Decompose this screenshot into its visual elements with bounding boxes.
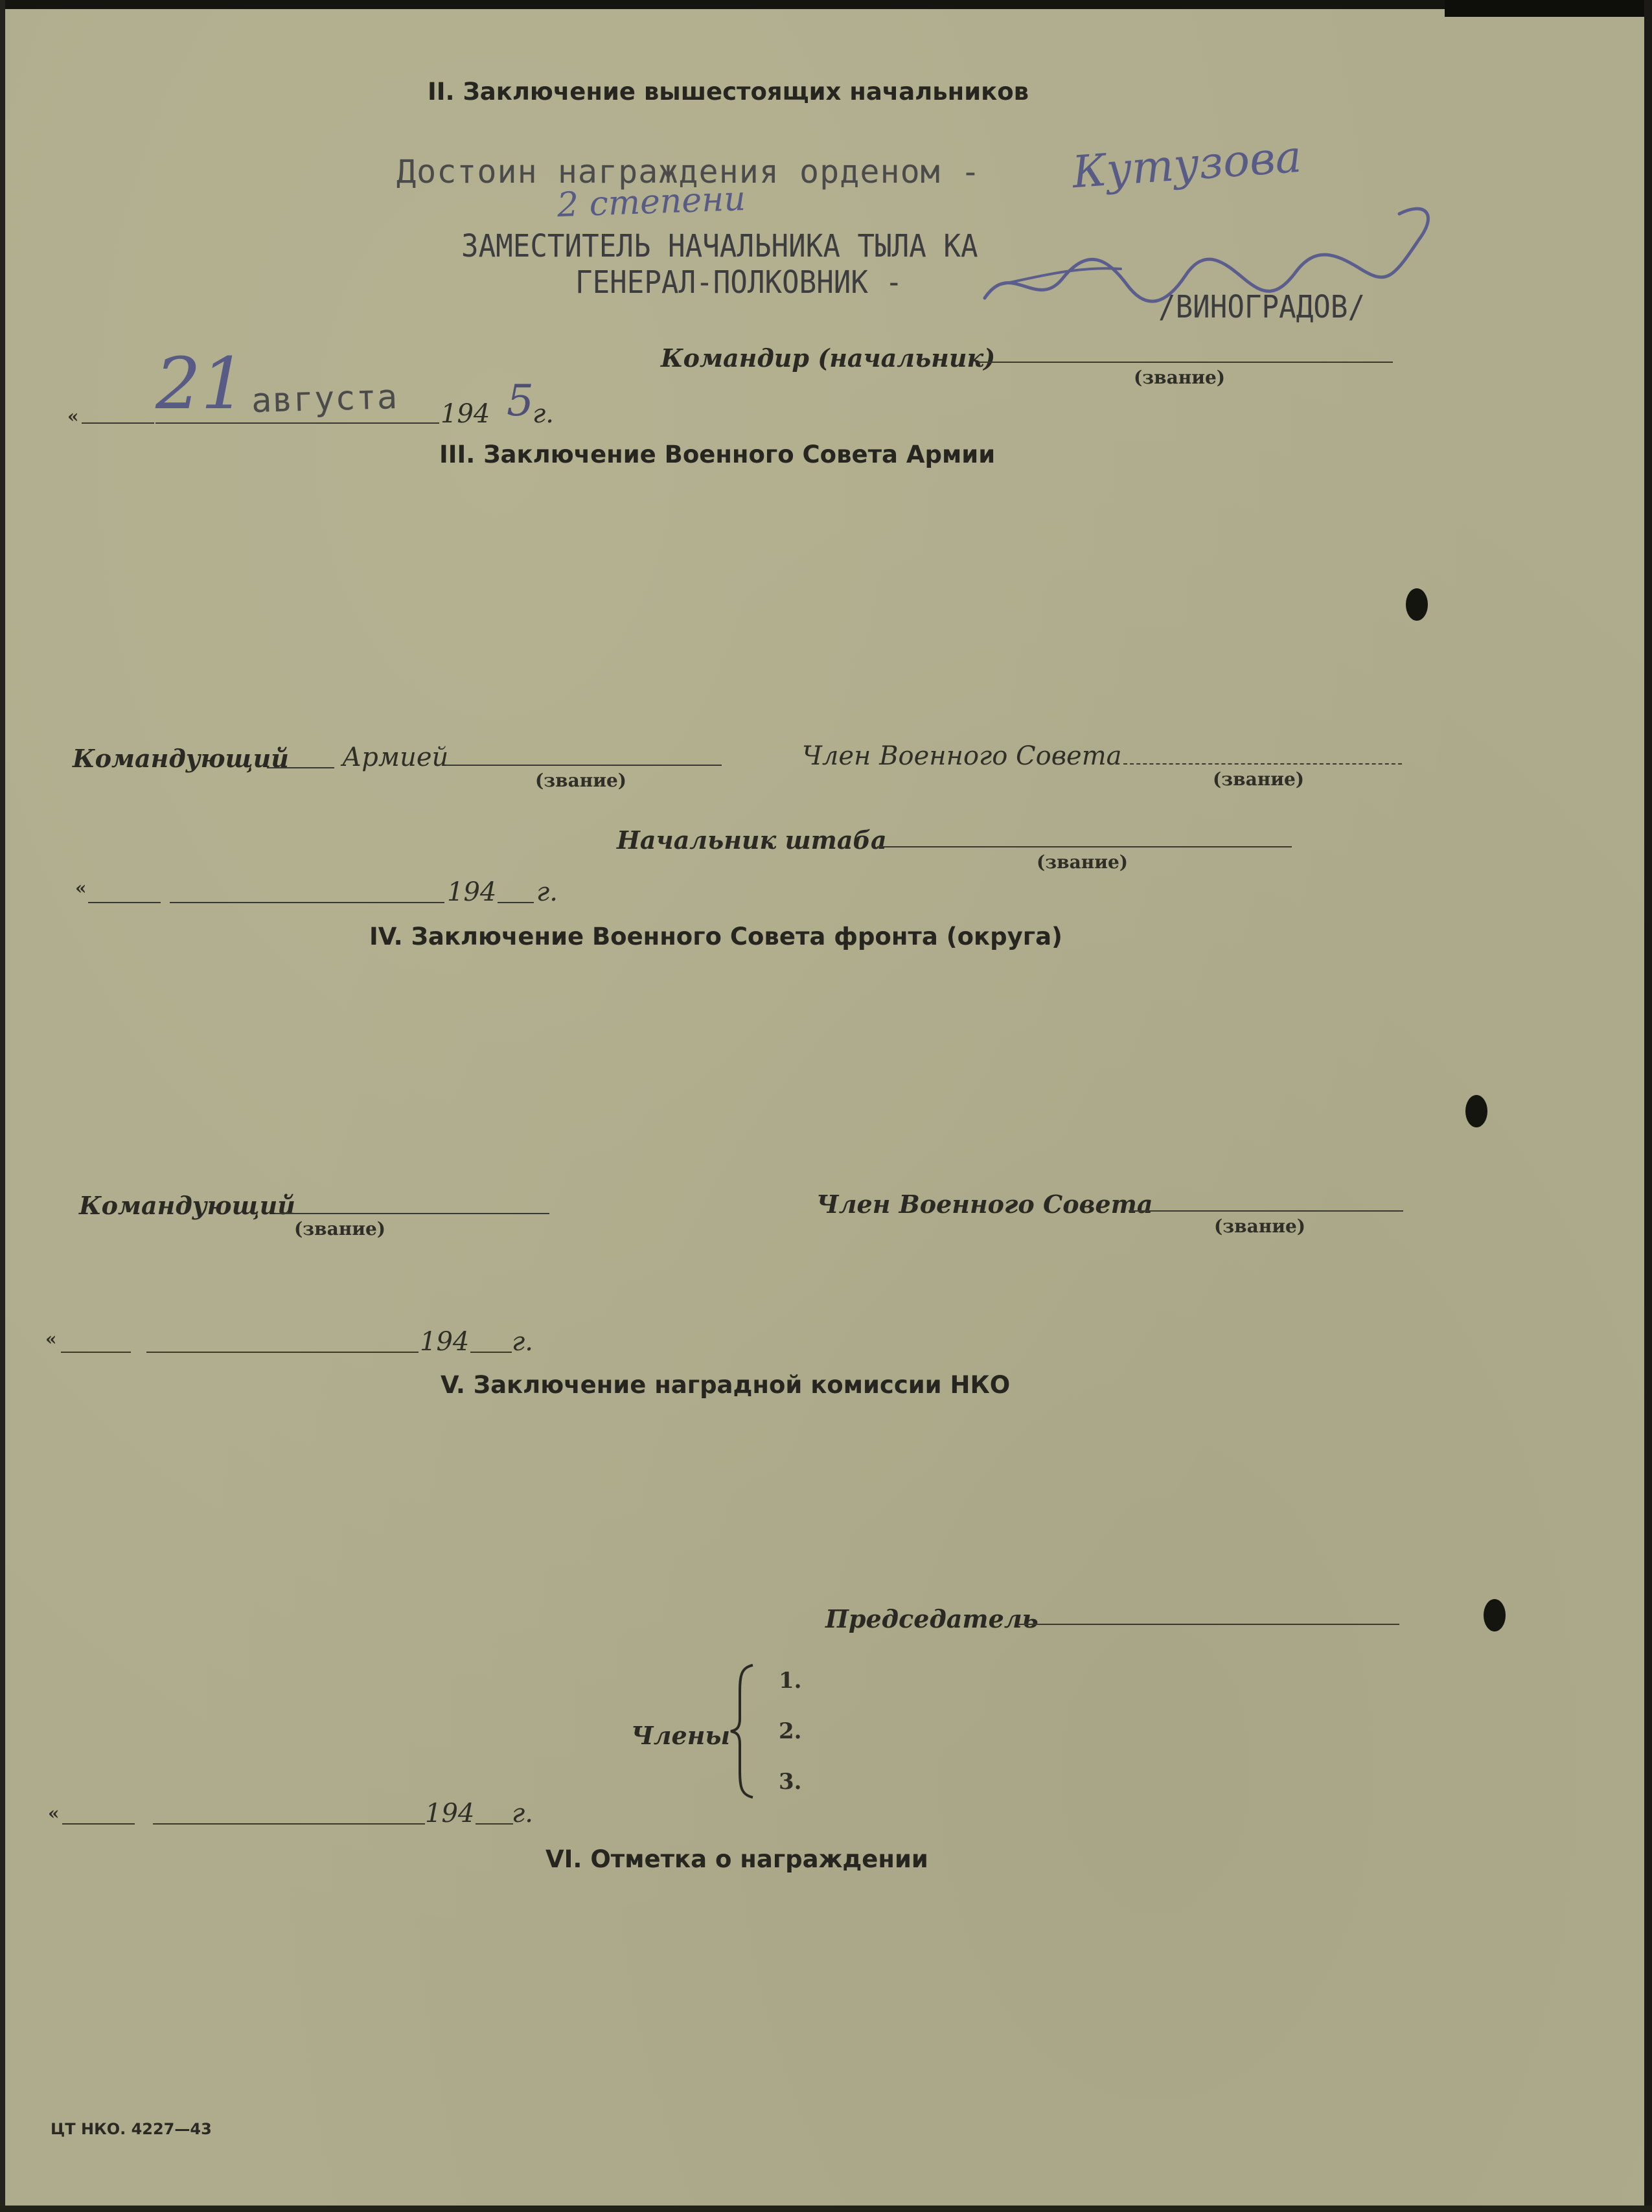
member-1-number: 1. bbox=[779, 1668, 802, 1694]
signer-name-text: /ВИНОГРАДОВ/ bbox=[1158, 289, 1366, 325]
army-date-year-suffix: г. bbox=[536, 877, 558, 907]
scan-edge-right bbox=[1644, 0, 1652, 2212]
army-commander-rank-caption: (звание) bbox=[535, 770, 627, 791]
front-date-year-line bbox=[470, 1352, 512, 1353]
front-date-open-quote: « bbox=[45, 1328, 57, 1350]
scan-edge-corner bbox=[1445, 0, 1652, 17]
army-council-rank-caption: (звание) bbox=[1213, 768, 1305, 790]
date-year-suffix: г. bbox=[533, 399, 554, 429]
army-date-open-quote: « bbox=[75, 877, 87, 899]
date-month-line bbox=[155, 422, 439, 424]
date-year-prefix: 194 bbox=[441, 399, 490, 429]
army-commander-value: Армией bbox=[342, 743, 449, 772]
members-brace bbox=[727, 1663, 759, 1800]
date-day-line bbox=[82, 422, 154, 424]
army-date-year-prefix: 194 bbox=[447, 877, 497, 907]
front-commander-line bbox=[275, 1213, 549, 1214]
nko-date-open-quote: « bbox=[48, 1803, 60, 1824]
commander-rank-caption: (звание) bbox=[1134, 367, 1226, 388]
section-2-heading: II. Заключение вышестоящих начальников bbox=[428, 78, 1029, 106]
front-date-day-line bbox=[61, 1352, 131, 1353]
front-date-year-prefix: 194 bbox=[420, 1327, 470, 1357]
handwritten-year-digit: 5 bbox=[507, 376, 534, 426]
army-commander-label: Командующий bbox=[73, 744, 289, 773]
front-commander-rank-caption: (звание) bbox=[294, 1218, 386, 1239]
army-council-member-line bbox=[1123, 763, 1402, 765]
member-3-number: 3. bbox=[779, 1769, 802, 1795]
section-6-heading: VI. Отметка о награждении bbox=[545, 1845, 928, 1873]
army-commander-line-b bbox=[446, 765, 722, 766]
front-date-month-line bbox=[146, 1352, 419, 1353]
nko-date-year-line bbox=[476, 1823, 513, 1825]
scan-edge-left bbox=[0, 0, 5, 2212]
army-date-day-line bbox=[88, 902, 161, 903]
date-open-quote: « bbox=[67, 406, 79, 427]
commander-signature-line bbox=[978, 362, 1393, 363]
front-council-member-label: Член Военного Совета bbox=[816, 1190, 1153, 1219]
chief-of-staff-label: Начальник штаба bbox=[617, 825, 887, 855]
handwritten-order-degree: 2 степени bbox=[556, 179, 746, 225]
nko-date-month-line bbox=[153, 1823, 425, 1825]
nko-date-year-suffix: г. bbox=[512, 1799, 533, 1828]
front-date-year-suffix: г. bbox=[512, 1327, 533, 1357]
scan-edge-top bbox=[0, 0, 1652, 9]
chief-rank-caption: (звание) bbox=[1037, 851, 1129, 873]
section-5-heading: V. Заключение наградной комиссии НКО bbox=[441, 1371, 1011, 1399]
signer-rank-text: ГЕНЕРАЛ-ПОЛКОВНИК - bbox=[575, 264, 903, 301]
front-council-rank-caption: (звание) bbox=[1214, 1215, 1306, 1237]
chairman-label: Председатель bbox=[825, 1604, 1038, 1633]
army-council-member-label: Член Военного Совета bbox=[802, 741, 1122, 771]
punch-hole bbox=[1465, 1095, 1487, 1127]
punch-hole bbox=[1484, 1599, 1506, 1631]
chief-of-staff-line bbox=[877, 846, 1292, 847]
section-3-heading: III. Заключение Военного Совета Армии bbox=[439, 441, 996, 468]
army-commander-line-a bbox=[267, 767, 334, 768]
print-mark: ЦТ НКО. 4227—43 bbox=[51, 2120, 212, 2138]
section-4-heading: IV. Заключение Военного Совета фронта (округа) bbox=[369, 923, 1062, 950]
nko-date-day-line bbox=[62, 1823, 135, 1825]
award-recommendation-text: Достоин награждения орденом - bbox=[396, 153, 981, 190]
signer-position-text: ЗАМЕСТИТЕЛЬ НАЧАЛЬНИКА ТЫЛА КА bbox=[461, 228, 978, 264]
commander-label: Командир (начальник) bbox=[661, 343, 996, 373]
punch-hole bbox=[1406, 588, 1428, 621]
front-commander-label: Командующий bbox=[79, 1191, 295, 1220]
typed-date-month: августа bbox=[251, 378, 398, 421]
chairman-line bbox=[1018, 1624, 1399, 1625]
members-label: Члены bbox=[631, 1721, 731, 1750]
handwritten-date-day: 21 bbox=[155, 342, 246, 425]
army-date-year-line bbox=[498, 902, 534, 903]
handwritten-order-name: Кутузова bbox=[1070, 131, 1303, 199]
member-2-number: 2. bbox=[779, 1718, 802, 1744]
scan-edge-bottom bbox=[0, 2206, 1652, 2212]
army-date-month-line bbox=[170, 902, 444, 903]
front-council-member-line bbox=[1129, 1210, 1403, 1212]
nko-date-year-prefix: 194 bbox=[425, 1799, 475, 1828]
